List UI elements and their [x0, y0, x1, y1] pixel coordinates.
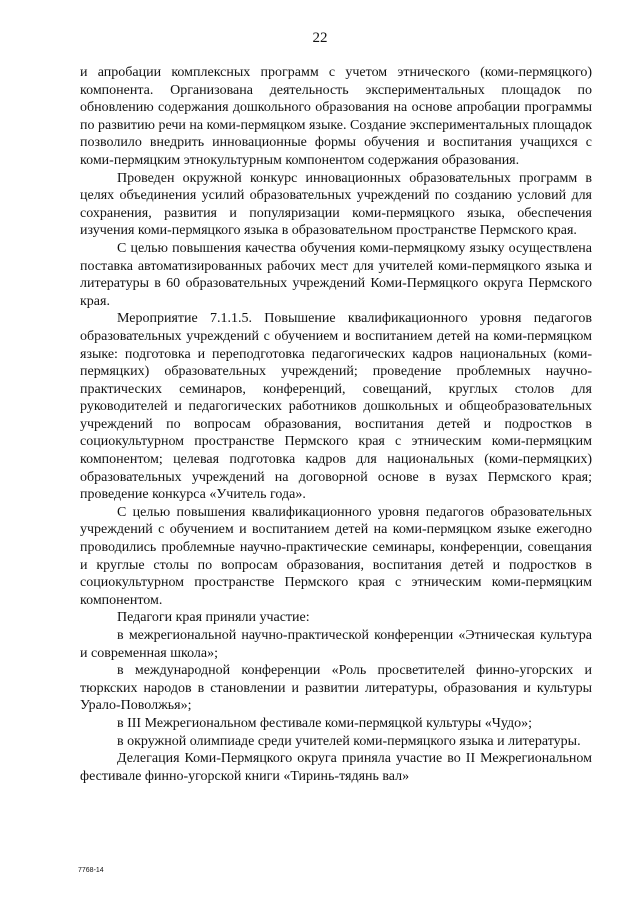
- document-body: [80, 64, 592, 785]
- paragraph: в III Межрегиональном фестивале коми-пермяцкой культуры «Чудо»;: [117, 715, 533, 731]
- paragraph: в межрегиональной научно-практической конференции «Этническая культура и современная школа»;: [80, 628, 592, 661]
- paragraph: Мероприятие 7.1.1.5. Повышение квалификационного уровня педагогов образовательных учреждений с обучением и воспитанием детей на коми-пермяцком языке: подготовка и переподготовка педагогических кадров национальных (коми-пермяцких) образовательных учреждений; проведение проблемных научно-практических семинаров, конференций, совещаний, круглых столов для руководителей и педагогических работников дошкольных и общеобразовательных учреждений по вопросам образования, воспитания детей и подростков в социокультурном пространстве Пермского края с этническим коми-пермяцким компонентом; целевая подготовка кадров для национальных (коми-пермяцких) образовательных учреждений на договорной основе в вузах Пермского края; проведение конкурса «Учитель года».: [80, 311, 592, 503]
- paragraph: Педагоги края приняли участие:: [117, 610, 310, 626]
- page-number: 22: [312, 30, 328, 46]
- paragraph: и апробации комплексных программ с учетом этнического (коми-пермяцкого) компонента. Организована деятельность экспериментальных площадок по обновлению содержания дошкольного образования на основе апробации программы по развитию речи на коми-пермяцком языке. Создание экспериментальных площадок позволило внедрить инновационные формы обучения и воспитания учащихся с коми-пермяцким этнокультурным компонентом содержания образования.: [80, 65, 592, 168]
- paragraph: в окружной олимпиаде среди учителей коми-пермяцкого языка и литературы.: [117, 733, 581, 749]
- paragraph: С целью повышения квалификационного уровня педагогов образовательных учреждений с обучением и воспитанием детей на коми-пермяцком языке ежегодно проводились проблемные научно-практические семинары, конференции, совещания и круглые столы по вопросам образования, воспитания детей и подростков в социокультурном пространстве Пермского края с этническим коми-пермяцким компонентом.: [80, 504, 592, 608]
- paragraph: С целью повышения качества обучения коми-пермяцкому языку осуществлена поставка автоматизированных рабочих мест для учителей коми-пермяцкого языка и литературы в 60 образовательных учреждений Коми-Пермяцкого округа Пермского края.: [80, 240, 592, 309]
- paragraph: в международной конференции «Роль просветителей финно-угорских и тюркских народов в становлении и развитии литературы, образования и культуры Урало-Поволжья»;: [80, 663, 592, 714]
- document-code: 7768-14: [78, 867, 104, 874]
- paragraph: Проведен окружной конкурс инновационных образовательных программ в целях объединения усилий образовательных учреждений по созданию условий для сохранения, развития и популяризации коми-пермяцкого языка, обеспечения изучения коми-пермяцкого языка в образовательном пространстве Пермского края.: [80, 170, 592, 239]
- paragraph: Делегация Коми-Пермяцкого округа приняла участие во II Межрегиональном фестивале финно-угорской книги «Тиринь-тядянь вал»: [80, 751, 592, 784]
